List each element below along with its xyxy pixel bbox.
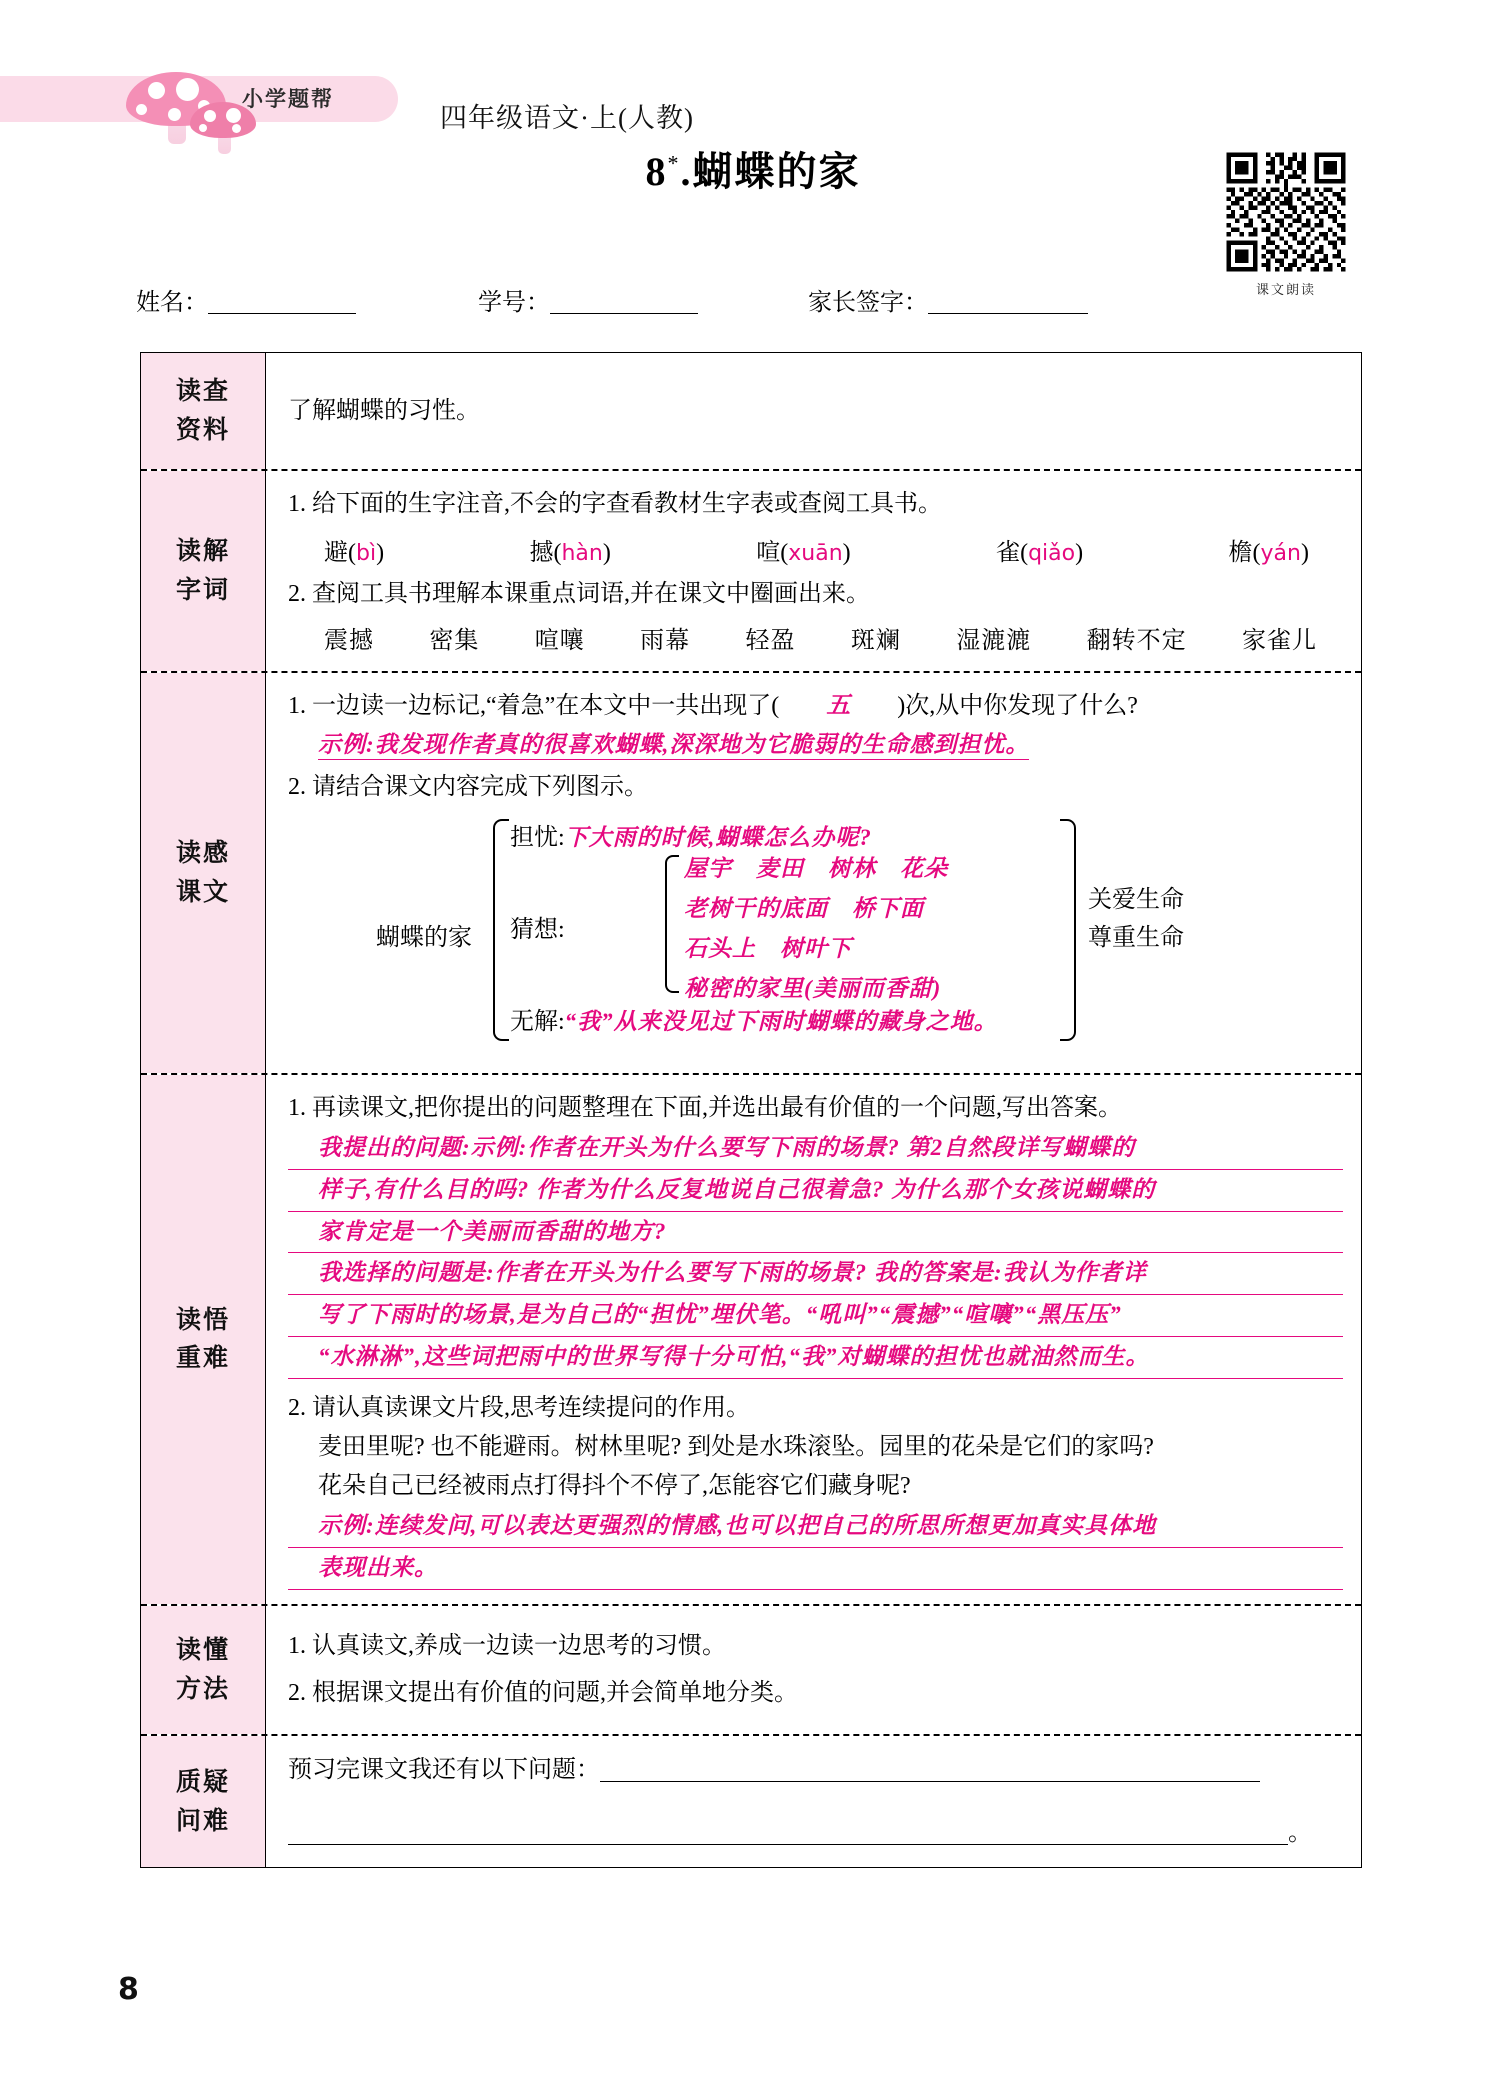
pinyin-char: 檐 [1228,539,1253,566]
vocab-word: 湿漉漉 [956,627,1032,654]
book-edition-label: 四年级语文·上(人教) [440,103,694,133]
row-label-zhiyi-wennan [141,1736,266,1868]
row6-answer-blank-2[interactable] [288,1844,1288,1845]
diagram-branch-3-label: 无解: [510,1008,565,1035]
row4-answer-line: “水淋淋”,这些词把雨中的世界写得十分可怕,“我”对蝴蝶的担忧也就油然而生。 [288,1337,1343,1379]
row-content [266,471,1361,671]
row-label-line2: 课文 [175,876,230,906]
vocabulary-row [288,614,1343,657]
table-row [141,353,1361,471]
row4-q2-answer-line: 示例:连续发问,可以表达更强烈的情感,也可以把自己的所思所想更加真实具体地 [288,1506,1343,1548]
row5-item-1: 1. 认真读文,养成一边读一边思考的习惯。 [288,1632,726,1659]
pinyin-item[interactable]: 撼(hàn) [529,539,611,566]
row4-q1-answer-block[interactable] [288,1128,1343,1380]
diagram-inner-brace [665,855,679,993]
diagram-guess-item: 秘密的家里(美丽而香甜) [684,975,942,1001]
qr-caption: 课文朗读 [1255,282,1316,297]
table-row [141,471,1361,673]
row4-answer-line: 样子,有什么目的吗? 作者为什么反复地说自己很着急? 为什么那个女孩说蝴蝶的 [288,1170,1343,1212]
vocab-word: 家雀儿 [1242,627,1317,654]
brand-label: 小学题帮 [242,87,334,111]
parent-signature-input-blank[interactable] [928,289,1088,314]
row2-question-1: 1. 给下面的生字注音,不会的字查看教材生字表或查阅工具书。 [288,491,942,517]
row-content [266,353,1361,469]
diagram-guess-item: 屋宇 麦田 树林 花朵 [684,855,948,881]
row2-question-2: 2. 查阅工具书理解本课重点词语,并在课文中圈画出来。 [288,580,870,607]
pinyin-item[interactable]: 喧(xuān) [756,539,851,566]
qr-code-icon[interactable] [1222,148,1350,276]
diagram-right-line-1: 关爱生命 [1088,886,1184,913]
row6-prompt-label: 预习完课文我还有以下问题： [288,1756,600,1783]
vocab-word: 震撼 [324,627,374,654]
vocab-word: 斑斓 [850,627,901,654]
diagram-branch-1-label: 担忧: [510,824,565,851]
student-id-label: 学号： [478,290,550,316]
row3-q1-part1: 1. 一边读一边标记,“着急”在本文中一共出现了( [288,692,780,719]
pinyin-char: 撼 [529,539,554,566]
student-id-input-blank[interactable] [550,289,698,314]
pinyin-char: 雀 [996,539,1021,566]
diagram-right-line-2: 尊重生命 [1088,924,1184,951]
table-row [141,1736,1361,1868]
diagram-guess-item: 石头上 树叶下 [684,935,852,961]
row-label-line2: 重难 [175,1343,230,1373]
parent-signature-label: 家长签字： [808,290,928,316]
row4-answer-line: 家肯定是一个美丽而香甜的地方? [288,1212,1343,1254]
row5-item-2: 2. 根据课文提出有价值的问题,并会简单地分类。 [288,1679,798,1706]
name-label: 姓名： [136,290,208,316]
row4-q2-answer-line: 表现出来。 [288,1548,1343,1590]
diagram-outer-brace [493,819,509,1041]
vocab-word: 喧嚷 [534,627,585,654]
row3-q1-answer-text: 示例:我发现作者真的很喜欢蝴蝶,深深地为它脆弱的生命感到担忧。 [318,726,1029,760]
parent-signature-field[interactable] [808,282,1088,317]
row3-question-2: 2. 请结合课文内容完成下列图示。 [288,773,648,800]
pinyin-item[interactable]: 避(bì) [324,539,385,566]
page-number: 8 [118,1972,139,2007]
diagram-right-annotations [1088,881,1184,958]
row4-question-2: 2. 请认真读课文片段,思考连续提问的作用。 [288,1395,750,1422]
diagram-root-label: 蝴蝶的家 [376,924,472,951]
row6-end-mark: 。 [1288,1819,1312,1846]
row4-answer-line: 我选择的问题是:作者在开头为什么要写下雨的场景? 我的答案是:我认为作者详 [288,1253,1343,1295]
name-input-blank[interactable] [208,289,356,314]
diagram-branch-3-answer: “我”从来没见过下雨时蝴蝶的藏身之地。 [564,1008,998,1034]
row3-question-1 [288,687,1343,726]
table-row [141,673,1361,1075]
row-label-ducha-ziliao [141,353,266,469]
pinyin-char: 避 [324,539,348,566]
vocab-word: 密集 [429,627,480,654]
row-content [266,673,1361,1073]
row-label-line2: 方法 [175,1673,230,1703]
passage-line: 花朵自己已经被雨点打得抖个不停了,怎能容它们藏身呢? [318,1473,911,1499]
diagram-branch-1-answer: 下大雨的时候,蝴蝶怎么办呢? [564,824,872,850]
vocab-word: 雨幕 [640,627,691,654]
passage-line: 麦田里呢? 也不能避雨。树林里呢? 到处是水珠滚坠。园里的花朵是它们的家吗? [318,1434,1154,1461]
pinyin-answer: xuān [788,540,843,566]
row6-second-line[interactable] [288,1813,1343,1854]
row4-question-1: 1. 再读课文,把你提出的问题整理在下面,并选出最有价值的一个问题,写出答案。 [288,1094,1122,1121]
diagram-right-brace [1060,819,1076,1041]
concept-diagram [288,811,1343,1055]
row3-q1-answer-line[interactable] [288,726,1343,760]
row-label-line2: 资料 [175,415,230,444]
row-label-line1: 读悟 [175,1304,230,1334]
row-label-line1: 读感 [175,838,230,867]
row-label-line2: 问难 [175,1805,230,1835]
row1-text: 了解蝴蝶的习性。 [288,397,480,424]
vocab-word: 翻转不定 [1086,627,1187,654]
row-label-duwu-zhongnan [141,1075,266,1604]
pinyin-answer: qiǎo [1028,540,1076,566]
row-content [266,1736,1361,1868]
row3-q1-fill-answer[interactable]: 五 [826,692,851,719]
pinyin-item[interactable]: 雀(qiǎo) [996,539,1084,566]
vocab-word: 轻盈 [745,627,796,654]
row4-answer-line: 我提出的问题:示例:作者在开头为什么要写下雨的场景? 第2自然段详写蝴蝶的 [288,1128,1343,1170]
row4-passage [288,1428,1343,1506]
row-content [266,1606,1361,1734]
table-row [141,1075,1361,1606]
diagram-guess-item: 老树干的底面 桥下面 [684,895,924,921]
row-label-line2: 字词 [175,574,230,604]
row4-q2-answer-block[interactable] [288,1506,1343,1590]
title-text: 蝴蝶的家 [692,149,861,194]
row4-answer-line: 写了下雨时的场景,是为自己的“担忧”埋伏笔。“吼叫”“震撼”“喧嚷”“黑压压” [288,1295,1343,1337]
page-header [0,34,1506,133]
row-label-dudong-fangfa [141,1606,266,1734]
pinyin-exercise-row [288,524,1343,571]
row-content [266,1075,1361,1604]
row-label-line1: 读懂 [175,1635,230,1664]
row-label-dugan-kewen [141,673,266,1073]
row-label-line1: 质疑 [175,1766,230,1796]
row-label-line1: 读解 [175,536,230,566]
student-id-field[interactable] [478,282,698,317]
worksheet-table [140,352,1362,1868]
diagram-branch-3 [510,1001,998,1036]
row-label-line1: 读查 [175,376,230,406]
diagram-branch-1 [510,817,872,852]
title-star: * [667,150,681,176]
name-field[interactable] [136,282,356,317]
pinyin-answer: bì [356,540,377,566]
diagram-branch-2-label: 猜想: [510,916,565,943]
row3-q1-part2: )次,从中你发现了什么? [897,692,1138,719]
pinyin-answer: yán [1260,540,1301,566]
title-dot: . [680,149,693,194]
row-label-dujie-zici [141,471,266,671]
pinyin-item[interactable]: 檐(yán) [1228,539,1309,566]
diagram-branch-2-items [684,849,948,1009]
qr-code-block[interactable] [1222,148,1350,298]
pinyin-char: 喧 [756,539,781,566]
table-row [141,1606,1361,1736]
row6-answer-blank-1[interactable] [600,1781,1260,1782]
title-number: 8 [645,149,668,194]
pinyin-answer: hàn [561,540,603,566]
row6-prompt-line[interactable] [288,1750,1343,1791]
